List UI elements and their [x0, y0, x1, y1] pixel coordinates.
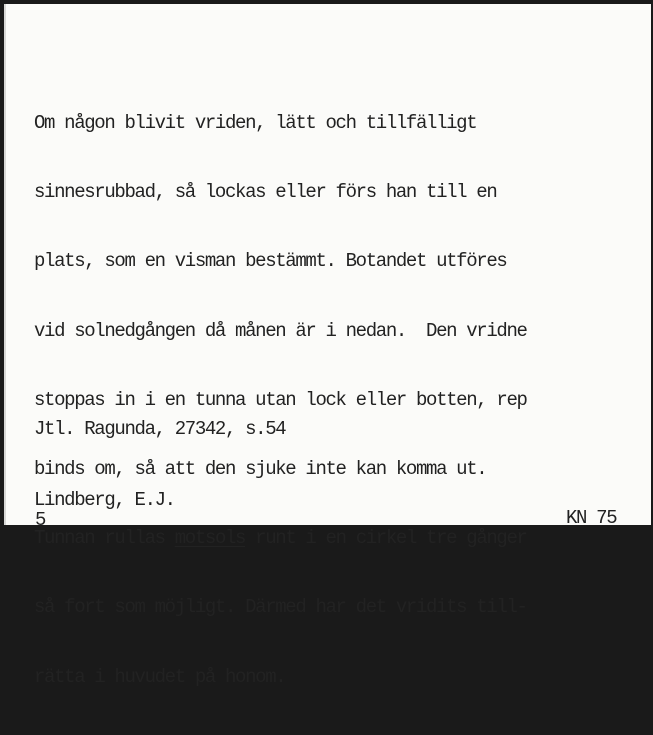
card-id: KN 75 [566, 507, 617, 529]
archive-card [4, 4, 651, 688]
reference-line: Lindberg, E.J. [34, 489, 175, 511]
source-reference [34, 372, 285, 560]
body-line-segment: runt i en cirkel tre gånger [245, 527, 527, 550]
body-line: sinnesrubbad, så lockas eller förs han till en [34, 181, 497, 204]
body-line: plats, som en visman bestämmt. Botandet utföres [34, 250, 507, 273]
body-line: vid solnedgången då månen är i nedan. Den vridne [34, 319, 527, 342]
page-number: 5 [35, 509, 46, 531]
body-line: så fort som möjligt. Därmed har det vridits till- [34, 596, 527, 619]
body-line: stoppas in i en tunna utan lock eller botten, rep [34, 388, 527, 411]
reference-line: Jtl. Ragunda, 27342, s.54 [34, 418, 286, 440]
body-line: Om någon blivit vriden, lätt och tillfälligt [34, 112, 477, 134]
body-line: rätta i huvudet på honom. [34, 665, 286, 688]
underlined-word: motsols [174, 527, 246, 550]
body-line-segment: rullas [104, 527, 175, 550]
body-line-prefix: Tunnan [34, 527, 105, 550]
body-line: binds om, så att den sjuke inte kan komma ut. [34, 457, 487, 480]
